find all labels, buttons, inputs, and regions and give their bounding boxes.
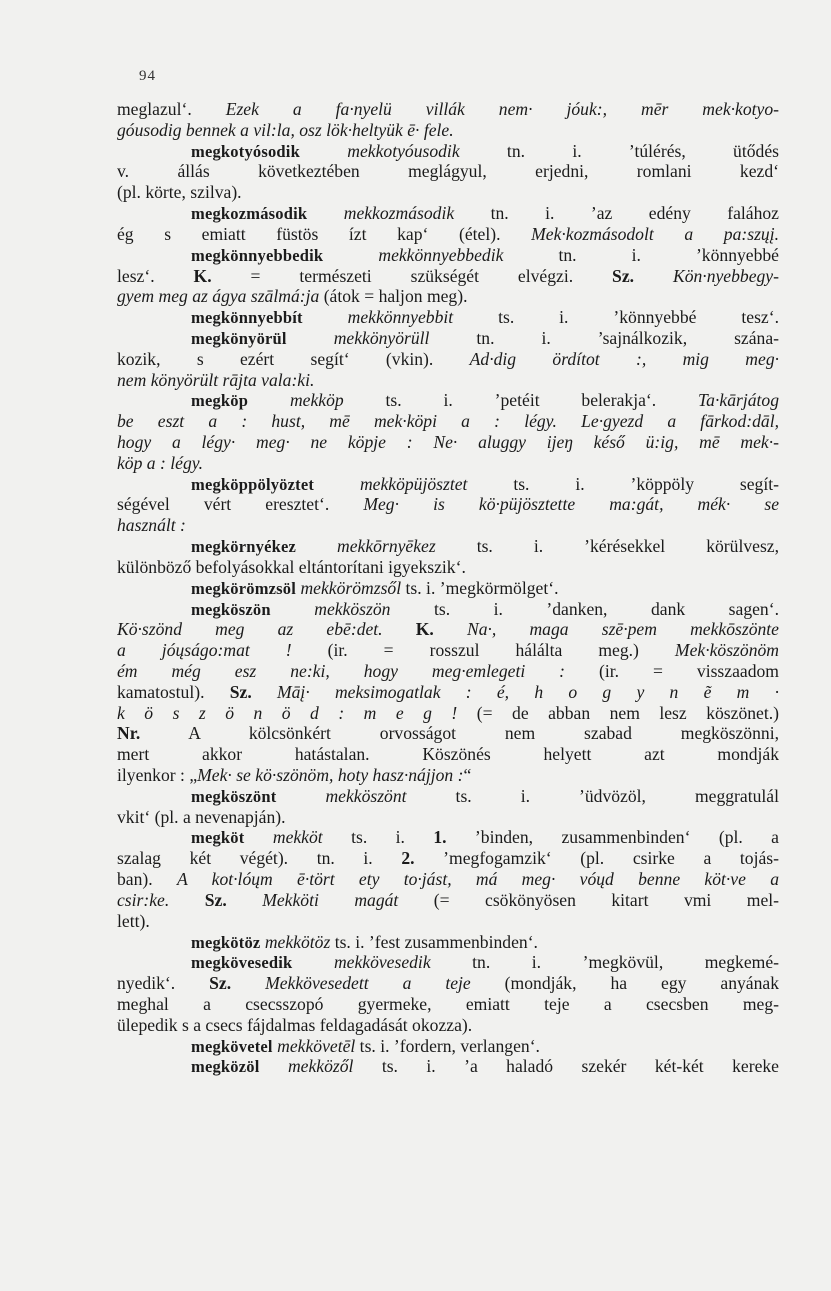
dialect-example: nem könyörült rājta vala:ki. [117,369,315,390]
text-line [117,141,779,162]
text-segment: (átok = haljon meg). [319,286,468,307]
text-line [117,848,779,869]
text-line [117,1036,779,1057]
text-segment: ülepedik s a csecs fájdalmas feldagadását okozza). [117,1014,473,1035]
text-segment: ts. i. ’a haladó szekér két-két kereke [353,1056,779,1077]
text-line [117,682,779,703]
dialect-example: Mek· se kö·szönöm, hoty hasz·nájjon : [197,765,464,785]
abbreviation: Sz. [229,681,252,702]
dialect-example: Mek·kozmásodolt a pa:szųį. [531,223,779,244]
text-line [117,827,779,848]
headword: megkötöz [191,932,261,952]
headword: megkövesedik [191,953,293,973]
text-segment [271,599,315,619]
text-segment [634,266,673,286]
text-segment [292,952,334,972]
text-line [117,973,779,994]
text-segment: (= de abban nem lesz köszönet.) [457,702,779,723]
text-line [117,266,779,287]
page-text-column [117,99,779,1077]
dialect-example: Mekkövesedett a teje [265,973,471,994]
dialect-example: mekkōrnyēkez [337,536,436,557]
text-segment: tn. i. ’túlérés, ütődés [459,140,779,161]
headword: megköszön [191,599,271,619]
text-line [117,328,779,349]
headword: megközöl [191,1057,260,1077]
text-segment: ég s emiatt füstös ízt kap‘ (étel). [117,223,532,244]
dialect-example: mekköszönt [325,785,407,806]
text-segment: ts. i. ’danken, dank sagen‘. [390,598,779,619]
abbreviation: Nr. [117,723,141,744]
text-segment: különböző befolyásokkal eltántorítani igyekszik‘. [117,556,466,577]
text-line [117,994,779,1015]
text-line [117,640,779,661]
text-segment: ts. i. ’megkörmölget‘. [401,577,559,598]
text-segment: (pl. körte, szilva). [117,182,242,203]
text-segment: v. állás következtében meglágyul, erjedni, romlani kezd‘ [117,161,779,182]
text-segment: tn. i. ’könnyebbé [503,244,779,265]
text-line [117,869,779,890]
text-line [117,557,779,578]
text-segment [434,619,467,639]
dialect-example: mekkotyóusodik [347,140,460,161]
headword: megkörnyékez [191,537,297,557]
text-segment: szalag két végét). tn. i. [117,848,402,869]
dialect-example: köp a : légy. [117,452,203,473]
abbreviation: K. [415,619,434,640]
text-line [117,536,779,557]
dialect-example: gyem meg az ágya szālmá:ja [117,286,320,307]
text-line [117,453,779,474]
dialect-example: Māį· meksimogatlak : é, h o g y n ẽ m · [276,681,779,702]
dialect-example: be eszt a : hust, mē mek·köpi a : légy. Le·gyezd a fārkod:dāl, [117,411,779,432]
text-line [117,723,779,744]
text-line [117,515,779,536]
text-segment: tn. i. ’az edény falához [454,203,779,224]
text-line [117,911,779,932]
text-segment [248,390,290,410]
text-segment: ségével vért eresztet‘. [117,494,364,515]
dialect-example: Ad·dig ördítot :, mig meg· [469,348,779,369]
dialect-example: k ö s z ö n ö d : m e g ! [117,702,458,723]
text-segment: meglazul‘. [117,99,226,119]
dialect-example: hogy a légy· meg· ne köpje : Ne· aluggy ijeŋ késő ü:ig, mē mek·- [117,432,779,452]
text-segment: meghal a csecsszopó gyermeke, emiatt teje a csecsben meg- [117,993,779,1014]
text-line [117,411,779,432]
text-line [117,370,779,391]
text-segment: tn. i. ’sajnálkozik, szána- [429,327,779,348]
text-segment: ts. i. ’kérésekkel körülvesz, [435,536,779,557]
dialect-example: Ezek a fa·nyelü villák nem· jóuk:, mēr mek·kotyo- [225,99,779,119]
text-segment: nyedik‘. [117,973,210,994]
text-line [117,349,779,370]
text-line [117,1015,779,1036]
text-segment [276,786,325,806]
text-segment [287,328,334,348]
text-segment: (= csökönyösen kitart vmi mel- [398,889,779,910]
abbreviation: Sz. [204,889,227,910]
dialect-example: A kot·lóųm ē·tört ety to·jást, má meg· vóųd benne köt·ve a [176,869,779,890]
text-segment [296,536,337,556]
text-segment [323,245,378,265]
text-segment: ts. i. ’fordern, verlangen‘. [355,1035,540,1056]
dialect-example: a jóųságo:mat ! [117,640,292,661]
text-segment: ts. i. ’üdvözöl, meggratulál [406,785,779,806]
dialect-example: használt : [117,515,186,536]
text-line [117,99,779,120]
text-segment: ’megfogamzik‘ (pl. csirke a tojás- [414,848,779,869]
text-segment [300,141,347,161]
dialect-example: Kön·nyebbegy- [672,265,779,286]
dialect-example: góusodig bennek a vil:la, osz lök·heltyük ē· fele. [117,119,454,140]
text-segment: ilyenkor : „ [117,765,198,785]
text-segment: ban). [117,869,177,890]
text-line [117,182,779,203]
text-line [117,474,779,495]
text-line [117,765,779,786]
text-line [117,890,779,911]
dialect-example: mekkötöz [264,931,331,952]
page-number: 94 [139,68,156,84]
text-segment [252,682,277,702]
text-segment: vkit‘ (pl. a nevenapján). [117,806,286,827]
text-segment [307,203,343,223]
text-line [117,120,779,141]
text-segment: lett). [117,910,150,931]
text-line [117,599,779,620]
text-line [117,286,779,307]
headword: megkönyörül [191,328,287,348]
abbreviation: Sz. [612,265,635,286]
dialect-example: mekkönyörüll [333,327,430,348]
dialect-example: csir:ke. [117,889,170,910]
text-segment: ’binden, zusammenbinden‘ (pl. a [446,827,779,848]
text-segment: kozik, s ezért segít‘ (vkin). [117,348,470,369]
dialect-example: Na·, maga szē·pem mekkōszönte [467,619,779,640]
headword: megkörömzsöl [191,578,297,598]
text-line [117,390,779,411]
text-line [117,807,779,828]
text-segment: ts. i. ’fest zusammenbinden‘. [330,931,538,952]
text-segment: ts. i. ’könnyebbé tesz‘. [453,307,779,328]
text-line [117,703,779,724]
dialect-example: ém még esz ne:ki, hogy meg·emlegeti : [117,660,566,681]
text-segment [231,973,265,993]
headword: megkozmásodik [191,204,308,224]
dialect-example: mekközől [287,1056,354,1077]
abbreviation: K. [193,265,212,286]
text-line [117,952,779,973]
headword: megkövetel [191,1036,273,1056]
text-segment [260,1056,288,1076]
text-segment: mert akkor hatástalan. Köszönés helyett azt mondják [117,744,779,765]
text-line [117,661,779,682]
abbreviation: 2. [401,848,415,869]
text-line [117,1056,779,1077]
dialect-example: mekkövetēl [277,1035,356,1056]
text-segment: kamatostul). [117,681,230,702]
text-line [117,932,779,953]
dialect-example: mekkörömzsől [300,577,402,598]
abbreviation: 1. [433,827,447,848]
text-segment: (mondják, ha egy anyának [470,973,779,994]
text-segment: A kölcsönkért orvosságot nem szabad megköszönni, [140,723,779,744]
dialect-example: mekkozmásodik [343,203,455,224]
headword: megkönnyebbít [191,308,303,328]
text-segment: ts. i. [322,827,434,848]
headword: megkönnyebbedik [191,245,324,265]
text-segment: (ir. = visszaadom [565,660,779,681]
text-segment [303,307,348,327]
text-line [117,224,779,245]
text-line [117,432,779,453]
text-segment: (ir. = rosszul hálálta meg.) [291,640,675,661]
text-line [117,494,779,515]
dialect-example: Ta·kārjátog [698,390,779,411]
headword: megköt [191,828,245,848]
dialect-example: mekkönnyebbedik [378,244,504,265]
text-segment: ts. i. ’köppöly segít- [467,473,779,494]
dialect-example: mekköt [272,827,323,848]
dialect-example: mekkönnyebbit [347,307,454,328]
dialect-example: mekkövesedik [333,952,431,973]
text-line [117,619,779,640]
dialect-example: mekköszön [314,598,391,619]
headword: megkotyósodik [191,141,300,161]
dialect-example: Kö·szönd meg az ebē:det. [117,619,383,640]
abbreviation: Sz. [209,973,232,994]
text-segment [314,474,360,494]
text-segment: = természeti szükségét elvégzi. [211,265,613,286]
text-line [117,578,779,599]
text-segment: tn. i. ’megkövül, megkemé- [430,952,779,973]
text-segment [383,619,416,639]
dialect-example: mekköpüjösztet [359,473,468,494]
text-segment [169,890,204,910]
dialect-example: Meg· is kö·püjösztette ma:gát, mék· se [363,494,779,515]
text-line [117,245,779,266]
dialect-example: Mek·köszönöm [674,640,779,661]
text-segment: lesz‘. [117,265,194,286]
text-line [117,307,779,328]
dialect-example: Mekköti magát [262,889,399,910]
headword: megköszönt [191,786,277,806]
text-segment [227,890,262,910]
headword: megköppölyöztet [191,474,315,494]
text-segment [244,827,272,847]
text-segment: ts. i. ’petéit belerakja‘. [343,390,699,411]
dialect-example: mekköp [289,390,344,411]
text-line [117,161,779,182]
text-line [117,786,779,807]
text-line [117,744,779,765]
text-line [117,203,779,224]
headword: megköp [191,391,249,411]
text-segment: “ [463,765,472,785]
